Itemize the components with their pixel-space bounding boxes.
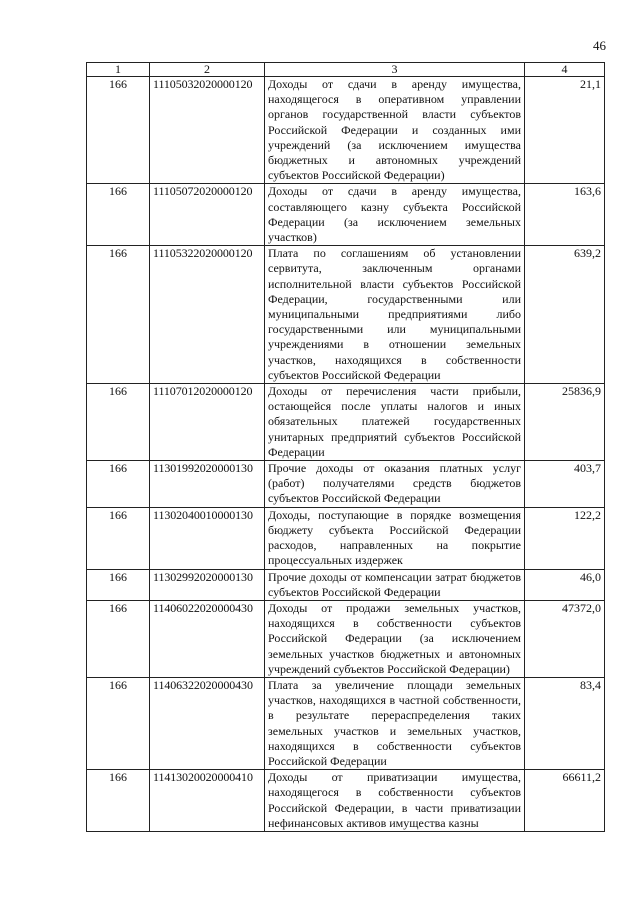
- revenue-name-cell: Доходы от перечисления части прибыли, остающейся после уплаты налогов и иных обязательных платежей государственных унитарных предприятий субъектов Российской Федерации: [265, 384, 525, 461]
- revenue-name-cell: Доходы от сдачи в аренду имущества, находящегося в оперативном управлении органов государственной власти субъектов Российской Федерации и созданных ими учреждений (за исключением имущества бюджетных и автономных учреждений субъектов Российской Федерации): [265, 77, 525, 184]
- revenue-code-cell: 11105032020000120: [150, 77, 265, 184]
- amount-cell: 66611,2: [525, 770, 605, 832]
- admin-code-cell: 166: [87, 507, 150, 569]
- amount-cell: 46,0: [525, 569, 605, 600]
- admin-code-cell: 166: [87, 770, 150, 832]
- column-header-2: 2: [150, 63, 265, 77]
- amount-cell: 21,1: [525, 77, 605, 184]
- amount-cell: 25836,9: [525, 384, 605, 461]
- revenue-code-cell: 11107012020000120: [150, 384, 265, 461]
- revenue-code-cell: 11302992020000130: [150, 569, 265, 600]
- revenue-name-cell: Прочие доходы от оказания платных услуг (работ) получателями средств бюджетов субъектов Российской Федерации: [265, 461, 525, 508]
- admin-code-cell: 166: [87, 461, 150, 508]
- admin-code-cell: 166: [87, 184, 150, 246]
- revenue-code-cell: 11302040010000130: [150, 507, 265, 569]
- table-row: [87, 384, 605, 461]
- revenue-code-cell: 11413020020000410: [150, 770, 265, 832]
- column-header-1: 1: [87, 63, 150, 77]
- table-row: [87, 600, 605, 677]
- amount-cell: 83,4: [525, 677, 605, 769]
- revenue-code-cell: 11105322020000120: [150, 246, 265, 384]
- table-row: [87, 770, 605, 832]
- column-header-4: 4: [525, 63, 605, 77]
- admin-code-cell: 166: [87, 77, 150, 184]
- amount-cell: 163,6: [525, 184, 605, 246]
- revenue-name-cell: Плата по соглашениям об установлении сервитута, заключенным органами исполнительной власти субъектов Российской Федерации, государственными или муниципальными предприятиями либо государственными или муниципальными учреждениями в отношении земельных участков, находящихся в собственности субъектов Российской Федерации: [265, 246, 525, 384]
- column-header-3: 3: [265, 63, 525, 77]
- admin-code-cell: 166: [87, 246, 150, 384]
- revenue-name-cell: Доходы от сдачи в аренду имущества, составляющего казну субъекта Российской Федерации (за исключением земельных участков): [265, 184, 525, 246]
- admin-code-cell: 166: [87, 569, 150, 600]
- revenue-code-cell: 11406022020000430: [150, 600, 265, 677]
- admin-code-cell: 166: [87, 384, 150, 461]
- page-number: 46: [593, 38, 606, 53]
- table-row: [87, 77, 605, 184]
- amount-cell: 639,2: [525, 246, 605, 384]
- admin-code-cell: 166: [87, 677, 150, 769]
- revenue-code-cell: 11105072020000120: [150, 184, 265, 246]
- table-row: [87, 677, 605, 769]
- table-row: [87, 461, 605, 508]
- revenue-code-cell: 11406322020000430: [150, 677, 265, 769]
- table-row: [87, 569, 605, 600]
- revenue-code-cell: 11301992020000130: [150, 461, 265, 508]
- amount-cell: 403,7: [525, 461, 605, 508]
- revenue-name-cell: Доходы от приватизации имущества, находящегося в собственности субъектов Российской Федерации, в части приватизации нефинансовых активов имущества казны: [265, 770, 525, 832]
- revenue-table: [86, 62, 605, 832]
- revenue-name-cell: Плата за увеличение площади земельных участков, находящихся в частной собственности, в результате перераспределения таких земельных участков и земельных участков, находящихся в собственности субъектов Российской Федерации: [265, 677, 525, 769]
- revenue-name-cell: Доходы от продажи земельных участков, находящихся в собственности субъектов Российской Федерации (за исключением земельных участков бюджетных и автономных учреждений субъектов Российской Федерации): [265, 600, 525, 677]
- amount-cell: 47372,0: [525, 600, 605, 677]
- revenue-name-cell: Доходы, поступающие в порядке возмещения бюджету субъекта Российской Федерации расходов, направленных на покрытие процессуальных издержек: [265, 507, 525, 569]
- admin-code-cell: 166: [87, 600, 150, 677]
- table-row: [87, 184, 605, 246]
- revenue-name-cell: Прочие доходы от компенсации затрат бюджетов субъектов Российской Федерации: [265, 569, 525, 600]
- table-row: [87, 507, 605, 569]
- table-row: [87, 246, 605, 384]
- header-row: [87, 63, 605, 77]
- amount-cell: 122,2: [525, 507, 605, 569]
